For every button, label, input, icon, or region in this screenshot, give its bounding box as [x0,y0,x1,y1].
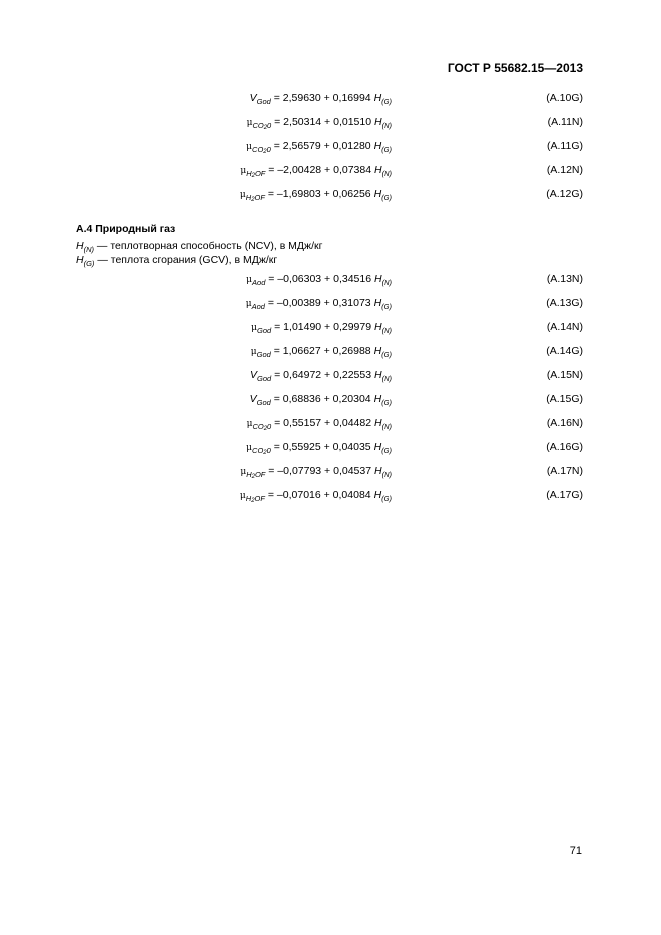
equation-rhs: = 1,01490 + 0,29979 [271,321,374,333]
equation-formula [0,297,392,309]
equation-formula [0,441,392,456]
equation-variable-subscript: (G) [381,350,392,359]
equation-variable-subscript: (G) [381,145,392,154]
equation-row [0,321,661,337]
equation-symbol: μ [246,142,253,152]
equation-variable-subscript: (N) [381,121,392,130]
equation-variable-subscript: (G) [381,494,392,503]
def-subscript: (N) [83,245,95,254]
equation-row [0,164,661,180]
subscript-part: OF [254,193,265,202]
equation-subscript [252,145,271,154]
equation-row [0,345,661,361]
equation-formula [0,140,392,155]
subscript-part: H [246,169,252,178]
subscript-number: 2 [251,498,255,504]
def-symbol: H [76,254,84,266]
equation-formula [0,321,392,333]
equation-variable: H [373,417,382,429]
section-title: А.4 Природный газ [76,223,176,235]
equation-variable-subscript: (N) [381,326,392,335]
equation-row [0,417,661,433]
equation-symbol: V [249,393,257,405]
equation-formula [0,116,392,131]
equation-formula [0,345,392,357]
equation-subscript: God [256,398,271,407]
subscript-part: H [245,193,252,202]
equation-variable: H [373,164,382,176]
equation-rhs: = –0,07793 + 0,04537 [265,465,374,477]
def-subscript: (G) [83,259,95,268]
equation-symbol: μ [239,190,246,200]
equation-variable-subscript: (N) [381,470,392,479]
equation-row [0,92,661,108]
equation-number: (A.13N) [546,273,583,285]
equation-rhs: = –1,69803 + 0,06256 [264,188,374,200]
subscript-part: CO [252,121,264,130]
subscript-number: 2 [263,149,267,155]
equation-formula [0,188,392,203]
equation-variable: H [373,393,382,405]
equation-number: (A.12G) [546,188,583,200]
subscript-number: 2 [251,173,255,179]
equation-row [0,188,661,204]
equation-variable: H [373,140,382,152]
equation-formula [0,369,392,381]
equation-row [0,140,661,156]
equation-rhs: = 0,55157 + 0,04482 [271,417,374,429]
subscript-part: 0 [267,422,272,431]
equation-variable: H [373,321,382,333]
equation-symbol: V [250,369,258,381]
equation-number: (A.11N) [547,116,583,128]
equation-symbol: μ [239,491,246,501]
equation-rhs: = –0,06303 + 0,34516 [265,273,374,285]
equation-variable-subscript: (G) [381,398,392,407]
equation-subscript: God [256,97,271,106]
equation-number: (A.17G) [546,489,583,501]
equation-subscript [246,193,265,202]
equation-number: (A.14G) [546,345,583,357]
equation-variable-subscript: (G) [381,446,392,455]
equation-formula [0,92,392,104]
equation-variable-subscript: (N) [381,374,392,383]
equation-variable: H [373,297,382,309]
subscript-part: OF [254,494,265,503]
equation-symbol: μ [240,166,247,176]
subscript-part: 0 [266,145,271,154]
equation-number: (A.14N) [546,321,583,333]
equation-row [0,489,661,505]
equation-symbol: μ [250,347,257,357]
equation-variable-subscript: (G) [381,193,392,202]
equation-variable: H [373,345,382,357]
equation-subscript [252,422,271,431]
equation-formula [0,417,392,432]
equation-row [0,465,661,481]
def-text: — теплотворная способность (NCV), в МДж/кг [94,240,323,252]
equation-rhs: = 0,64972 + 0,22553 [271,369,374,381]
subscript-part: OF [254,470,266,479]
def-symbol: H [76,240,84,252]
subscript-part: CO [252,145,264,154]
equation-row [0,297,661,313]
subscript-part: H [246,470,252,479]
equation-rhs: = 2,59630 + 0,16994 [270,92,374,104]
subscript-part: CO [252,446,264,455]
equation-variable-subscript: (G) [381,302,392,311]
subscript-part: H [245,494,252,503]
equation-rhs: = 0,55925 + 0,04035 [270,441,374,453]
equation-formula [0,465,392,480]
equation-symbol: μ [251,323,258,333]
equation-symbol: μ [246,275,253,285]
equation-row [0,393,661,409]
subscript-part: OF [254,169,266,178]
equation-formula [0,489,392,504]
equation-variable: H [373,369,382,381]
equation-subscript [252,446,271,455]
page-number: 71 [569,845,582,857]
equation-rhs: = 1,06627 + 0,26988 [270,345,374,357]
equation-rhs: = 2,50314 + 0,01510 [271,116,374,128]
equation-rhs: = 2,56579 + 0,01280 [270,140,374,152]
equation-symbol: μ [240,467,247,477]
equation-formula [0,164,392,179]
equation-symbol: μ [246,419,253,429]
equation-subscript [246,169,265,178]
equation-row [0,369,661,385]
def-text: — теплота сгорания (GCV), в МДж/кг [94,254,278,266]
equation-symbol: μ [245,299,252,309]
equation-subscript [246,470,265,479]
equation-subscript: Aod [252,278,266,287]
equation-number: (A.13G) [546,297,583,309]
subscript-number: 2 [263,450,267,456]
subscript-part: 0 [267,121,272,130]
subscript-number: 2 [251,197,255,203]
equation-number: (A.11G) [547,140,583,152]
equation-variable-subscript: (N) [381,169,392,178]
subscript-number: 2 [263,125,268,131]
equation-number: (A.10G) [546,92,583,104]
equation-formula [0,273,392,285]
equation-formula [0,393,392,405]
equation-symbol: V [249,92,257,104]
document-header: ГОСТ Р 55682.15—2013 [447,61,583,75]
equation-subscript [246,494,265,503]
equation-number: (A.15G) [546,393,583,405]
equation-rhs: = –2,00428 + 0,07384 [265,164,374,176]
definition-gcv [76,254,277,266]
equation-number: (A.16N) [546,417,583,429]
equation-rhs: = –0,07016 + 0,04084 [264,489,374,501]
subscript-part: 0 [266,446,271,455]
equation-variable-subscript: (G) [381,97,392,106]
subscript-part: CO [252,422,264,431]
equation-subscript: God [257,326,272,335]
equation-symbol: μ [246,118,253,128]
equation-subscript: Aod [251,302,265,311]
definition-ncv [76,240,322,252]
equation-variable-subscript: (N) [381,422,392,431]
equation-rhs: = 0,68836 + 0,20304 [270,393,374,405]
subscript-number: 2 [263,426,268,432]
equation-subscript: God [257,374,272,383]
equation-variable: H [373,116,382,128]
equation-number: (A.17N) [546,465,583,477]
equation-number: (A.16G) [546,441,583,453]
equation-rhs: = –0,00389 + 0,31073 [264,297,374,309]
equation-variable: H [373,92,382,104]
equation-variable: H [373,441,382,453]
equation-variable: H [373,489,382,501]
equation-number: (A.15N) [546,369,583,381]
subscript-number: 2 [251,474,255,480]
equation-variable-subscript: (N) [381,278,392,287]
equation-subscript: God [256,350,271,359]
equation-row [0,116,661,132]
equation-symbol: μ [246,443,253,453]
equation-number: (A.12N) [546,164,583,176]
equation-subscript [252,121,271,130]
equation-variable: H [373,273,382,285]
equation-row [0,441,661,457]
equation-variable: H [373,465,382,477]
equation-variable: H [373,188,382,200]
equation-row [0,273,661,289]
